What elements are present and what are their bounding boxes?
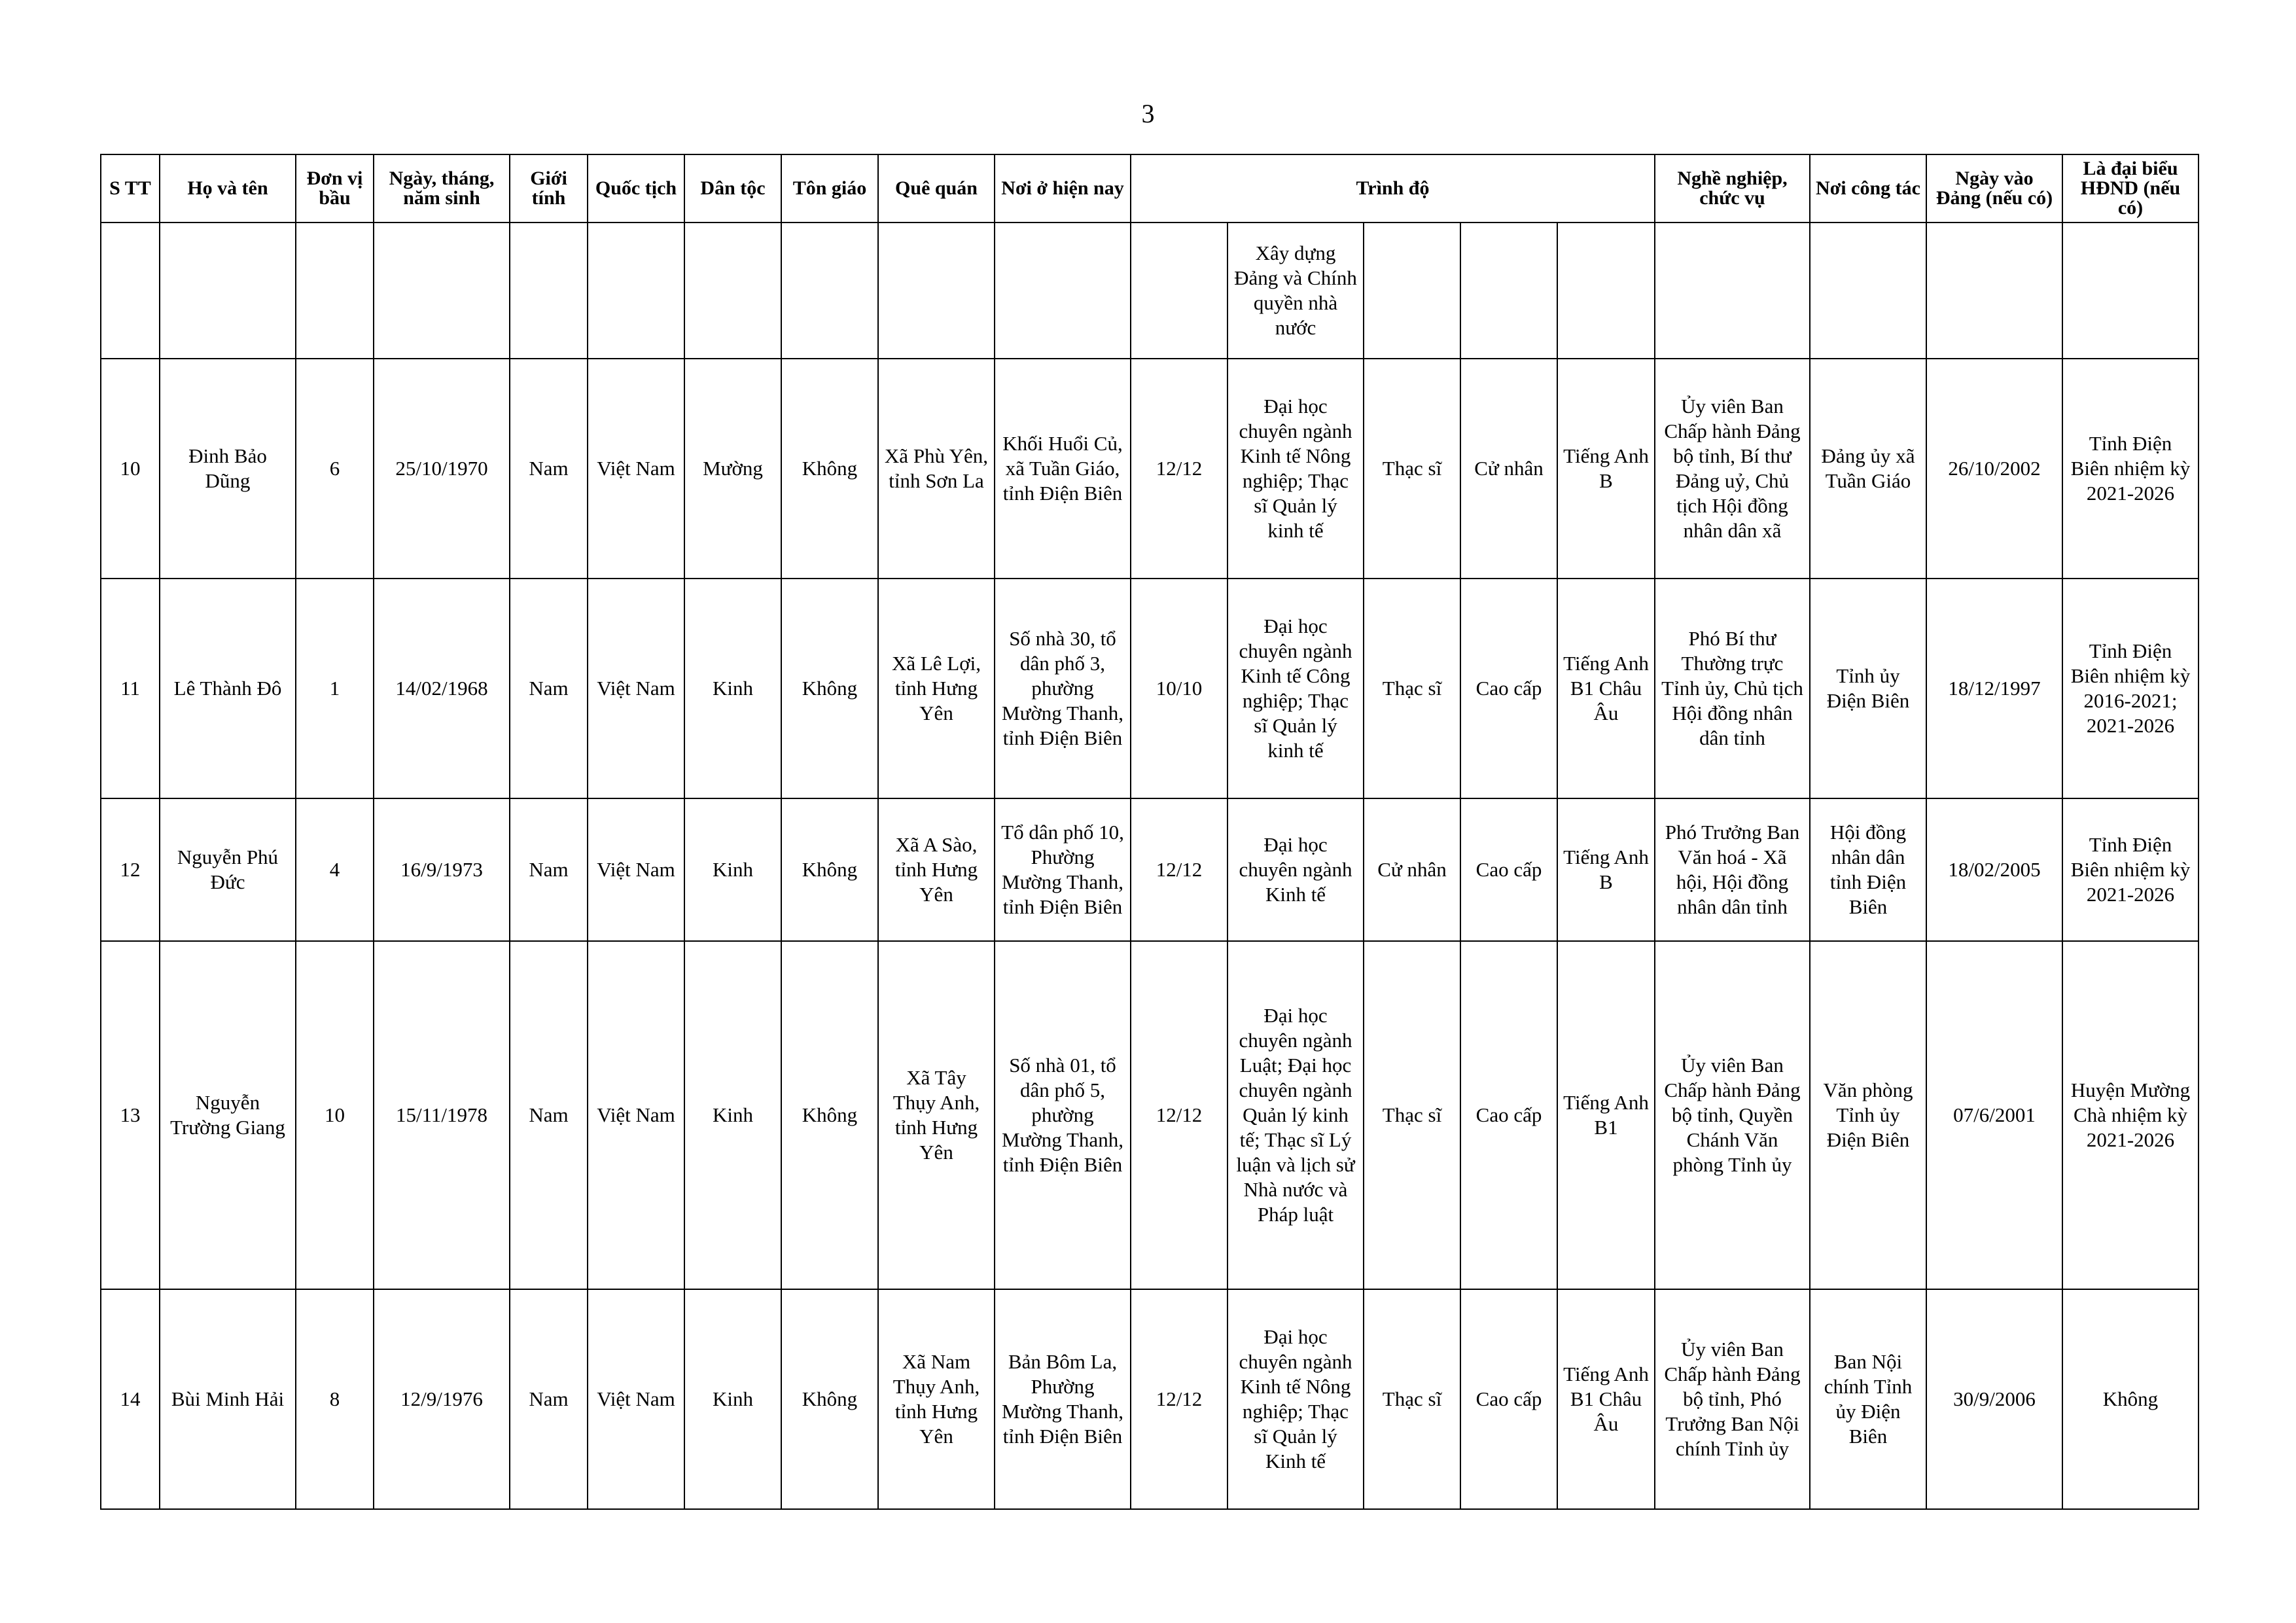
cell-degree: Thạc sĩ	[1364, 941, 1460, 1289]
cell-religion: Không	[781, 579, 878, 798]
cell-dob: 12/9/1976	[374, 1289, 510, 1509]
header-workplace: Nơi công tác	[1810, 154, 1926, 223]
cell-religion: Không	[781, 941, 878, 1289]
header-ethnicity: Dân tộc	[684, 154, 781, 223]
cell-degree: Thạc sĩ	[1364, 1289, 1460, 1509]
cell-general: 10/10	[1131, 579, 1227, 798]
cell-ethnicity: Kinh	[684, 1289, 781, 1509]
cell-hometown: Xã Lê Lợi, tỉnh Hưng Yên	[878, 579, 995, 798]
cell-language: Tiếng Anh B1 Châu Âu	[1557, 579, 1655, 798]
cell-dob: 16/9/1973	[374, 798, 510, 941]
table-row	[101, 798, 2199, 941]
cell-gender: Nam	[510, 941, 588, 1289]
header-occupation: Nghề nghiệp, chức vụ	[1655, 154, 1810, 223]
cell-name: Đinh Bảo Dũng	[160, 359, 296, 579]
cell-workplace: Đảng ủy xã Tuần Giáo	[1810, 359, 1926, 579]
cell-stt: 12	[101, 798, 160, 941]
cell-nationality: Việt Nam	[588, 1289, 684, 1509]
header-party-date: Ngày vào Đảng (nếu có)	[1926, 154, 2062, 223]
cell-workplace: Tỉnh ủy Điện Biên	[1810, 579, 1926, 798]
cell-unit: 1	[296, 579, 374, 798]
cell-unit: 8	[296, 1289, 374, 1509]
cell-stt: 11	[101, 579, 160, 798]
table-row	[101, 579, 2199, 798]
cell-politics: Cao cấp	[1460, 941, 1557, 1289]
cell-name: Bùi Minh Hải	[160, 1289, 296, 1509]
cell-unit: 6	[296, 359, 374, 579]
cell-religion: Không	[781, 798, 878, 941]
header-gender: Giới tính	[510, 154, 588, 223]
cell-workplace: Văn phòng Tỉnh ủy Điện Biên	[1810, 941, 1926, 1289]
cell-politics: Cao cấp	[1460, 579, 1557, 798]
table-row	[101, 1289, 2199, 1509]
cell-occupation: Phó Trưởng Ban Văn hoá - Xã hội, Hội đồng nhân dân tỉnh	[1655, 798, 1810, 941]
cell-hometown: Xã Phù Yên, tỉnh Sơn La	[878, 359, 995, 579]
cell-politics: Cao cấp	[1460, 1289, 1557, 1509]
cell-language: Tiếng Anh B	[1557, 359, 1655, 579]
cell-hometown: Xã A Sào, tỉnh Hưng Yên	[878, 798, 995, 941]
cell-specialty: Xây dựng Đảng và Chính quyền nhà nước	[1227, 223, 1364, 359]
header-unit: Đơn vị bầu	[296, 154, 374, 223]
cell-nationality: Việt Nam	[588, 798, 684, 941]
cell-nationality: Việt Nam	[588, 359, 684, 579]
cell-general: 12/12	[1131, 1289, 1227, 1509]
cell-degree: Thạc sĩ	[1364, 359, 1460, 579]
cell-residence: Bản Bôm La, Phường Mường Thanh, tỉnh Điện Biên	[995, 1289, 1131, 1509]
cell-occupation: Phó Bí thư Thường trực Tỉnh ủy, Chủ tịch Hội đồng nhân dân tỉnh	[1655, 579, 1810, 798]
header-delegate: Là đại biểu HĐND (nếu có)	[2062, 154, 2199, 223]
cell-party-date: 18/12/1997	[1926, 579, 2062, 798]
cell-occupation: Ủy viên Ban Chấp hành Đảng bộ tỉnh, Quyền Chánh Văn phòng Tỉnh ủy	[1655, 941, 1810, 1289]
cell-gender: Nam	[510, 1289, 588, 1509]
page-number: 3	[1141, 99, 1155, 128]
cell-gender: Nam	[510, 798, 588, 941]
cell-language: Tiếng Anh B1 Châu Âu	[1557, 1289, 1655, 1509]
cell-nationality: Việt Nam	[588, 941, 684, 1289]
cell-specialty: Đại học chuyên ngành Kinh tế Nông nghiệp; Thạc sĩ Quản lý Kinh tế	[1227, 1289, 1364, 1509]
cell-general: 12/12	[1131, 941, 1227, 1289]
cell-specialty: Đại học chuyên ngành Luật; Đại học chuyên ngành Quản lý kinh tế; Thạc sĩ Lý luận và lịch sử Nhà nước và Pháp luật	[1227, 941, 1364, 1289]
cell-delegate: Không	[2062, 1289, 2199, 1509]
cell-unit: 10	[296, 941, 374, 1289]
cell-specialty: Đại học chuyên ngành Kinh tế	[1227, 798, 1364, 941]
cell-language: Tiếng Anh B	[1557, 798, 1655, 941]
header-name: Họ và tên	[160, 154, 296, 223]
cell-dob: 15/11/1978	[374, 941, 510, 1289]
cell-delegate: Tỉnh Điện Biên nhiệm kỳ 2016-2021; 2021-2026	[2062, 579, 2199, 798]
header-row	[101, 154, 2199, 223]
cell-delegate: Huyện Mường Chà nhiệm kỳ 2021-2026	[2062, 941, 2199, 1289]
cell-politics: Cao cấp	[1460, 798, 1557, 941]
cell-workplace: Ban Nội chính Tỉnh ủy Điện Biên	[1810, 1289, 1926, 1509]
cell-stt: 14	[101, 1289, 160, 1509]
cell-unit: 4	[296, 798, 374, 941]
cell-residence: Số nhà 01, tổ dân phố 5, phường Mường Thanh, tỉnh Điện Biên	[995, 941, 1131, 1289]
cell-specialty: Đại học chuyên ngành Kinh tế Công nghiệp; Thạc sĩ Quản lý kinh tế	[1227, 579, 1364, 798]
cell-specialty: Đại học chuyên ngành Kinh tế Nông nghiệp; Thạc sĩ Quản lý kinh tế	[1227, 359, 1364, 579]
cell-name: Nguyễn Trường Giang	[160, 941, 296, 1289]
header-nationality: Quốc tịch	[588, 154, 684, 223]
continuation-row	[101, 223, 2199, 359]
header-dob: Ngày, tháng, năm sinh	[374, 154, 510, 223]
table-row	[101, 941, 2199, 1289]
cell-religion: Không	[781, 1289, 878, 1509]
cell-stt: 13	[101, 941, 160, 1289]
cell-degree: Thạc sĩ	[1364, 579, 1460, 798]
cell-general: 12/12	[1131, 798, 1227, 941]
cell-party-date: 30/9/2006	[1926, 1289, 2062, 1509]
cell-occupation: Ủy viên Ban Chấp hành Đảng bộ tỉnh, Bí thư Đảng uỷ, Chủ tịch Hội đồng nhân dân xã	[1655, 359, 1810, 579]
cell-occupation: Ủy viên Ban Chấp hành Đảng bộ tỉnh, Phó Trưởng Ban Nội chính Tỉnh ủy	[1655, 1289, 1810, 1509]
cell-workplace: Hội đồng nhân dân tỉnh Điện Biên	[1810, 798, 1926, 941]
cell-stt: 10	[101, 359, 160, 579]
header-religion: Tôn giáo	[781, 154, 878, 223]
header-education: Trình độ	[1131, 154, 1655, 223]
cell-party-date: 18/02/2005	[1926, 798, 2062, 941]
cell-name: Nguyễn Phú Đức	[160, 798, 296, 941]
cell-degree: Cử nhân	[1364, 798, 1460, 941]
cell-dob: 14/02/1968	[374, 579, 510, 798]
cell-religion: Không	[781, 359, 878, 579]
header-hometown: Quê quán	[878, 154, 995, 223]
cell-delegate: Tỉnh Điện Biên nhiệm kỳ 2021-2026	[2062, 798, 2199, 941]
cell-delegate: Tỉnh Điện Biên nhiệm kỳ 2021-2026	[2062, 359, 2199, 579]
cell-ethnicity: Mường	[684, 359, 781, 579]
candidate-table	[100, 154, 2199, 1510]
cell-party-date: 07/6/2001	[1926, 941, 2062, 1289]
cell-hometown: Xã Nam Thụy Anh, tỉnh Hưng Yên	[878, 1289, 995, 1509]
cell-name: Lê Thành Đô	[160, 579, 296, 798]
cell-hometown: Xã Tây Thụy Anh, tỉnh Hưng Yên	[878, 941, 995, 1289]
cell-party-date: 26/10/2002	[1926, 359, 2062, 579]
cell-ethnicity: Kinh	[684, 941, 781, 1289]
cell-ethnicity: Kinh	[684, 579, 781, 798]
cell-language: Tiếng Anh B1	[1557, 941, 1655, 1289]
cell-general: 12/12	[1131, 359, 1227, 579]
header-stt: S TT	[101, 154, 160, 223]
cell-dob: 25/10/1970	[374, 359, 510, 579]
cell-residence: Khối Huổi Củ, xã Tuần Giáo, tỉnh Điện Biên	[995, 359, 1131, 579]
cell-residence: Số nhà 30, tổ dân phố 3, phường Mường Thanh, tỉnh Điện Biên	[995, 579, 1131, 798]
cell-politics: Cử nhân	[1460, 359, 1557, 579]
cell-gender: Nam	[510, 579, 588, 798]
cell-gender: Nam	[510, 359, 588, 579]
table-row	[101, 359, 2199, 579]
cell-residence: Tổ dân phố 10, Phường Mường Thanh, tỉnh Điện Biên	[995, 798, 1131, 941]
cell-ethnicity: Kinh	[684, 798, 781, 941]
header-residence: Nơi ở hiện nay	[995, 154, 1131, 223]
cell-nationality: Việt Nam	[588, 579, 684, 798]
